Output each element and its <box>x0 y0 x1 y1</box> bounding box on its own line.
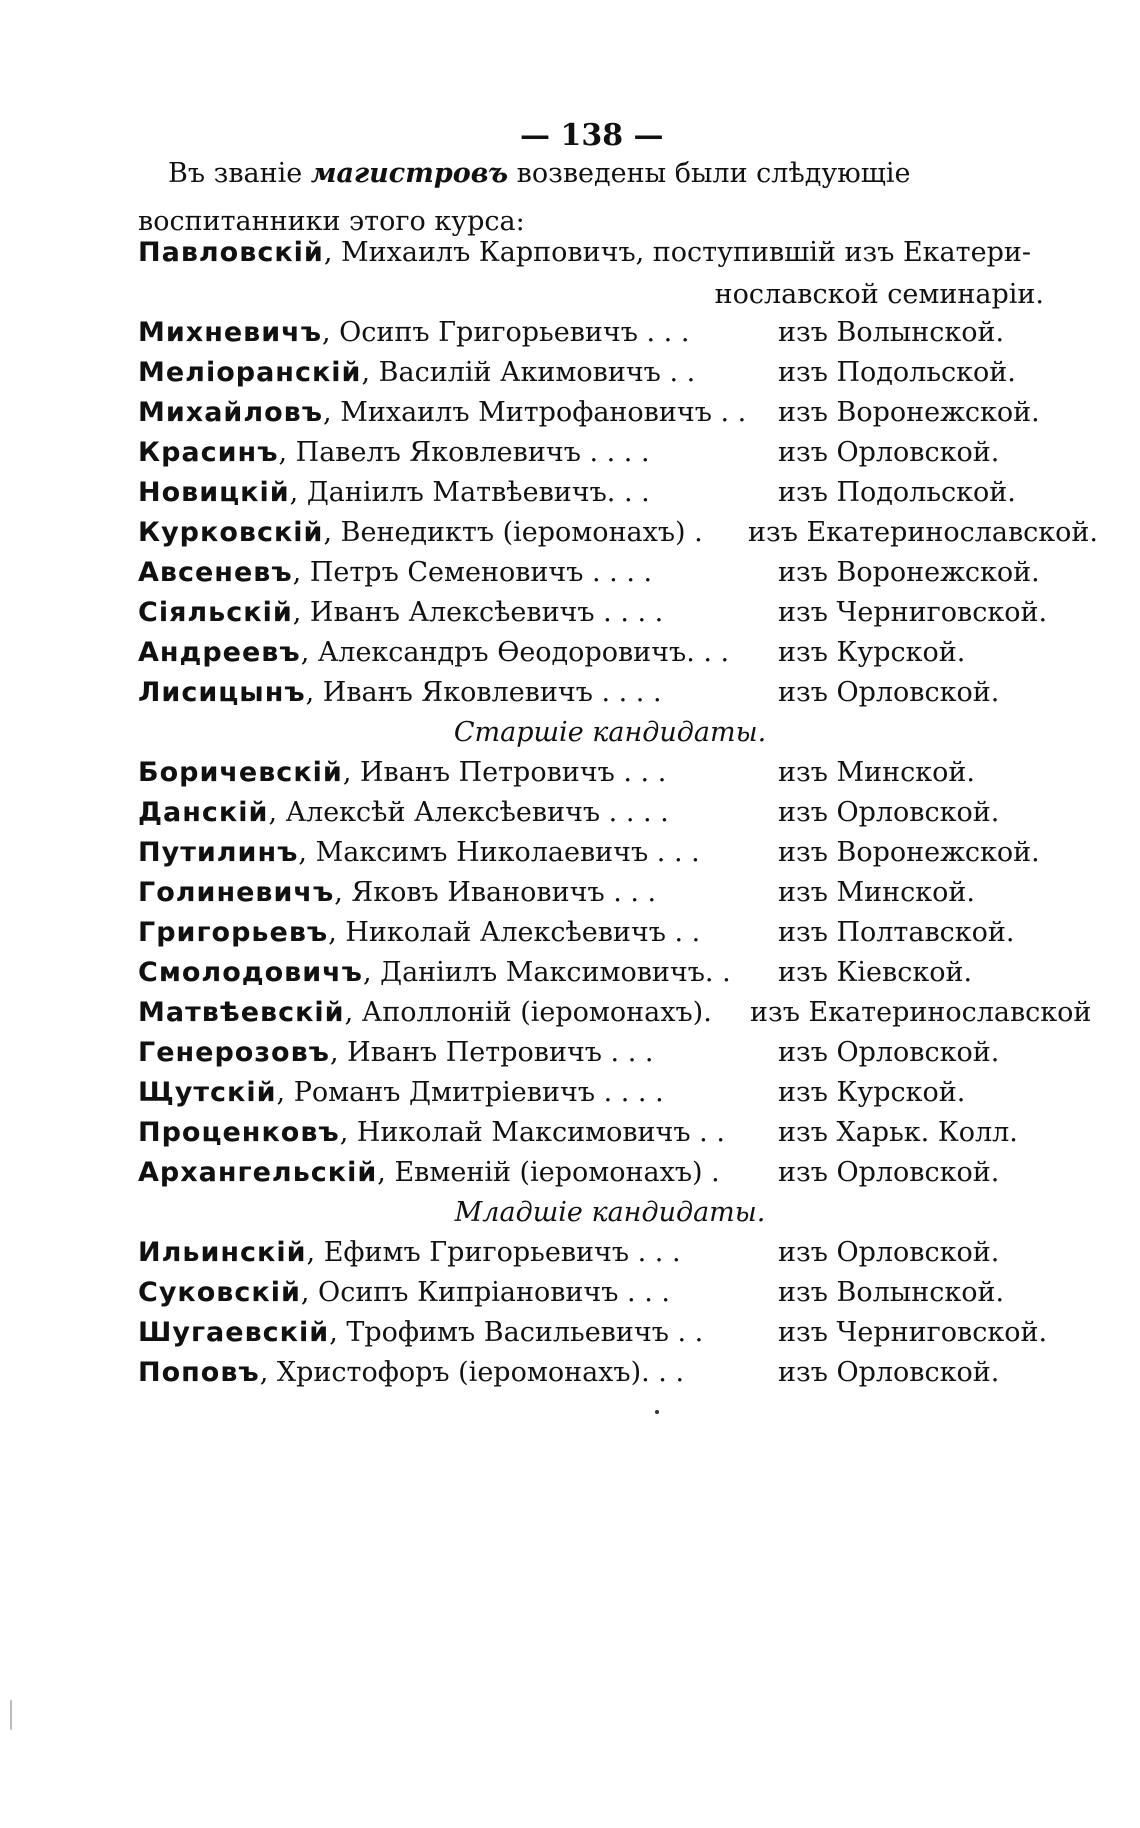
intro-emphasis: магистровъ <box>310 158 509 189</box>
entry-given-name: , Николай Алексѣевичъ . . <box>328 917 701 948</box>
entry-given-name: , Христофоръ (іеромонахъ). . . <box>259 1357 685 1388</box>
entry-given-name: , Павелъ Яковлевичъ . . . . <box>278 437 650 468</box>
section-heading-senior: Старшіе кандидаты. <box>453 717 767 748</box>
entry-origin: изъ Орловской. <box>778 1037 1000 1068</box>
entry-origin: изъ Волынской. <box>778 1277 1005 1308</box>
entry-origin: изъ Екатеринославской. <box>748 517 1099 548</box>
entry-surname: Меліоранскій <box>138 357 362 388</box>
entry-given-name: , Яковъ Ивановичъ . . . <box>334 877 657 908</box>
entry-surname: Поповъ <box>138 1357 260 1388</box>
entry-surname: Михайловъ <box>138 397 324 428</box>
section-heading-junior: Младшіе кандидаты. <box>454 1197 766 1228</box>
entry-surname: Суковскій <box>138 1277 301 1308</box>
entry-origin: изъ Черниговской. <box>778 1317 1048 1348</box>
entry-surname: Боричевскій <box>138 757 343 788</box>
entry-surname: Красинъ <box>138 437 279 468</box>
entry-given-name: , Венедиктъ (іеромонахъ) . <box>323 517 703 548</box>
entry-origin: изъ Полтавской. <box>778 917 1015 948</box>
entry-surname: Курковскій <box>138 517 324 548</box>
entry-surname: Новицкій <box>138 477 290 508</box>
entry-origin: изъ Подольской. <box>778 357 1016 388</box>
entry-surname: Сіяльскій <box>138 597 293 628</box>
intro-suffix: возведены были слѣдующіе воспитанники этого курса: <box>138 158 911 237</box>
entry-given-name: , Алексѣй Алексѣевичъ . . . . <box>268 797 669 828</box>
entry-given-name: , Даніилъ Максимовичъ. . <box>362 957 731 988</box>
entry-given-name: , Даніилъ Матвѣевичъ. . . <box>289 477 650 508</box>
entry-origin: изъ Подольской. <box>778 477 1016 508</box>
entry-surname: Михневичъ <box>138 317 322 348</box>
entry-origin: изъ Екатеринославской <box>750 997 1092 1028</box>
entry-given-name: , Романъ Дмитріевичъ . . . . <box>276 1077 664 1108</box>
entry-given-name: , Николай Максимовичъ . . <box>339 1117 725 1148</box>
entry-origin: изъ Черниговской. <box>778 597 1048 628</box>
entry-origin: изъ Воронежской. <box>778 557 1040 588</box>
entry-given-name: , Михаилъ Карповичъ, поступившій изъ Екатери- <box>323 237 1031 268</box>
entry-origin: изъ Орловской. <box>778 797 1000 828</box>
entry-surname: Щутскій <box>138 1077 277 1108</box>
entry-surname: Авсеневъ <box>138 557 293 588</box>
entry-surname: Павловскій <box>138 237 324 268</box>
entry-origin: изъ Орловской. <box>778 677 1000 708</box>
entry-origin: изъ Минской. <box>778 877 975 908</box>
entry-origin: изъ Курской. <box>778 637 966 668</box>
entry-row <box>138 1350 1044 1396</box>
entry-given-name: , Осипъ Кипріановичъ . . . <box>300 1277 670 1308</box>
entry-given-name: , Аполлоній (іеромонахъ). <box>344 997 712 1028</box>
entry-given-name: , Иванъ Яковлевичъ . . . . <box>305 677 662 708</box>
entry-given-name: , Петръ Семеновичъ . . . . <box>292 557 653 588</box>
entry-surname: Матвѣевскій <box>138 997 345 1028</box>
entry-origin: изъ Воронежской. <box>778 837 1040 868</box>
entry-surname: Лисицынъ <box>138 677 306 708</box>
entry-origin: изъ Курской. <box>778 1077 966 1108</box>
entry-surname: Андреевъ <box>138 637 301 668</box>
entry-origin: изъ Волынской. <box>778 317 1005 348</box>
entry-given-name: , Трофимъ Васильевичъ . . <box>329 1317 704 1348</box>
entry-origin: изъ Орловской. <box>778 1237 1000 1268</box>
entry-origin: изъ Минской. <box>778 757 975 788</box>
scan-edge-mark <box>10 1700 12 1730</box>
entry-origin: изъ Орловской. <box>778 1157 1000 1188</box>
entry-given-name: , Александръ Ѳеодоровичъ. . . <box>300 637 730 668</box>
entry-surname: Проценковъ <box>138 1117 340 1148</box>
entry-given-name: , Михаилъ Митрофановичъ . . <box>323 397 747 428</box>
entry-surname: Данскій <box>138 797 269 828</box>
entry-given-name: , Евменій (іеромонахъ) . <box>377 1157 720 1188</box>
entry-given-name: , Осипъ Григорьевичъ . . . <box>322 317 690 348</box>
page-number: — 138 — <box>520 118 664 153</box>
entry-given-name: , Ефимъ Григорьевичъ . . . <box>306 1237 681 1268</box>
entry-given-name: , Максимъ Николаевичъ . . . <box>298 837 700 868</box>
entry-surname: Архангельскій <box>138 1157 378 1188</box>
entry-surname: Голиневичъ <box>138 877 335 908</box>
entry-origin: изъ Орловской. <box>778 437 1000 468</box>
entry-surname: Путилинъ <box>138 837 299 868</box>
print-speck <box>655 1410 659 1414</box>
entry-origin: изъ Воронежской. <box>778 397 1040 428</box>
entry-surname: Ильинскій <box>138 1237 307 1268</box>
entry-origin: изъ Кіевской. <box>778 957 973 988</box>
entry-given-name: , Иванъ Петровичъ . . . <box>342 757 667 788</box>
entry-surname: Григорьевъ <box>138 917 329 948</box>
intro-prefix: Въ званіе <box>168 158 311 189</box>
entry-continuation: нославской семинаріи. <box>714 279 1044 310</box>
entry-given-name: , Иванъ Алексѣевичъ . . . . <box>292 597 664 628</box>
entry-origin: изъ Орловской. <box>778 1357 1000 1388</box>
entry-given-name: , Иванъ Петровичъ . . . <box>329 1037 654 1068</box>
entry-surname: Смолодовичъ <box>138 957 363 988</box>
entry-surname: Шугаевскій <box>138 1317 330 1348</box>
entry-surname: Генерозовъ <box>138 1037 330 1068</box>
entry-given-name: , Василій Акимовичъ . . <box>361 357 696 388</box>
entry-origin: изъ Харьк. Колл. <box>778 1117 1018 1148</box>
entry-row <box>138 230 1044 276</box>
